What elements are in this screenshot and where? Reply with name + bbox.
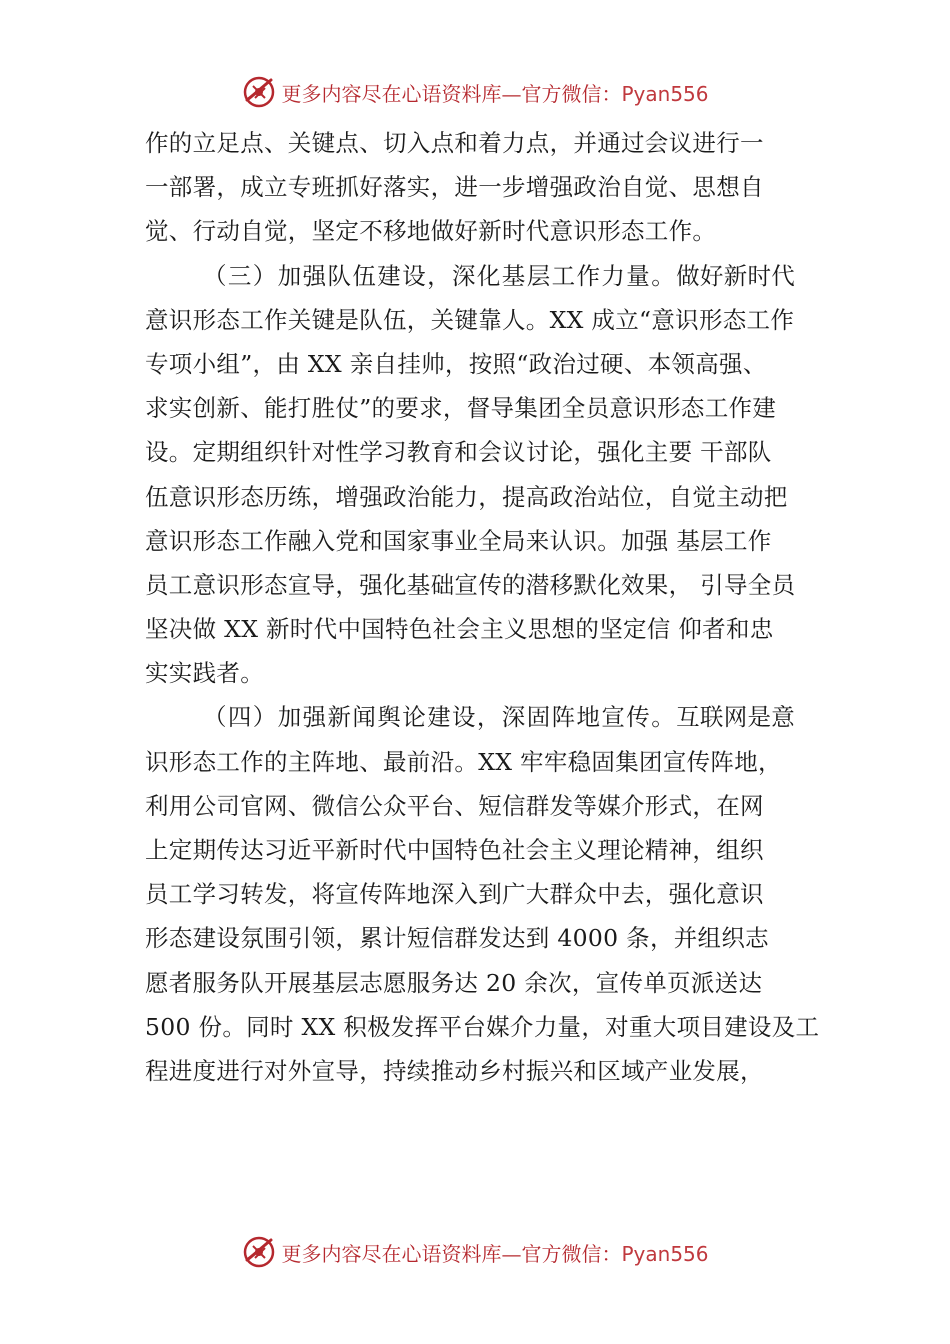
section-three-heading: （三）加强队伍建设，深化基层工作力量。 xyxy=(203,261,677,290)
footer-watermark-banner xyxy=(0,1230,950,1274)
text-line: 坚决做 XX 新时代中国特色社会主义思想的坚定信 仰者和忠 xyxy=(145,615,774,644)
section-three-first-line xyxy=(145,254,835,298)
text-line: 觉、行动自觉，坚定不移地做好新时代意识形态工作。 xyxy=(145,217,717,246)
text-span: 互联网是意 xyxy=(676,703,796,732)
header-wechat-id: Pyan556 xyxy=(621,81,709,106)
text-line: 利用公司官网、微信公众平台、短信群发等媒介形式，在网 xyxy=(145,791,764,820)
text-line: 意识形态工作关键是队伍，关键靠人。XX 成立“意识形态工作 xyxy=(145,305,795,334)
text-line: 实实践者。 xyxy=(145,659,264,688)
text-line: 程进度进行对外宣导，持续推动乡村振兴和区域产业发展， xyxy=(145,1056,764,1085)
text-line: 作的立足点、关键点、切入点和着力点，并通过会议进行一 xyxy=(145,129,764,157)
text-line: 伍意识形态历练，增强政治能力，提高政治站位，自觉主动把 xyxy=(145,482,788,511)
footer-wechat-id: Pyan556 xyxy=(621,1241,709,1266)
header-banner-text xyxy=(281,78,708,107)
header-banner-label: 更多内容尽在心语资料库—官方微信： xyxy=(281,81,622,106)
header-watermark-banner xyxy=(0,70,950,114)
footer-banner-text xyxy=(281,1238,708,1267)
text-line: 设。定期组织针对性学习教育和会议讨论，强化主要 干部队 xyxy=(145,438,772,467)
text-line: 意识形态工作融入党和国家事业全局来认识。加强 基层工作 xyxy=(145,526,772,555)
section-four-heading: （四）加强新闻舆论建设，深固阵地宣传。 xyxy=(203,703,677,732)
text-line: 求实创新、能打胜仗”的要求，督导集团全员意识形态工作建 xyxy=(145,394,777,423)
text-line: 识形态工作的主阵地、最前沿。XX 牢牢稳固集团宣传阵地， xyxy=(145,747,782,776)
text-line: 形态建设氛围引领，累计短信群发达到 4000 条，并组织志 xyxy=(145,924,769,953)
section-four-first-line xyxy=(145,695,835,739)
text-line: 上定期传达习近平新时代中国特色社会主义理论精神，组织 xyxy=(145,836,764,864)
text-line: 愿者服务队开展基层志愿服务达 20 余次，宣传单页派送达 xyxy=(145,968,763,997)
text-line: 500 份。同时 XX 积极发挥平台媒介力量，对重大项目建设及工 xyxy=(145,1012,820,1041)
text-line: 一部署，成立专班抓好落实，进一步增强政治自觉、思想自 xyxy=(145,173,764,202)
text-line: 员工学习转发，将宣传阵地深入到广大群众中去，强化意识 xyxy=(145,880,764,909)
text-line: 员工意识形态宣导，强化基础宣传的潜移默化效果， 引导全员 xyxy=(145,570,796,599)
brush-logo-icon xyxy=(241,74,277,110)
text-line: 专项小组”，由 XX 亲自挂帅，按照“政治过硬、本领高强、 xyxy=(145,349,767,378)
brush-logo-icon xyxy=(241,1234,277,1270)
text-span: 做好新时代 xyxy=(676,261,796,290)
footer-banner-label: 更多内容尽在心语资料库—官方微信： xyxy=(281,1241,622,1266)
document-body xyxy=(145,121,835,1093)
